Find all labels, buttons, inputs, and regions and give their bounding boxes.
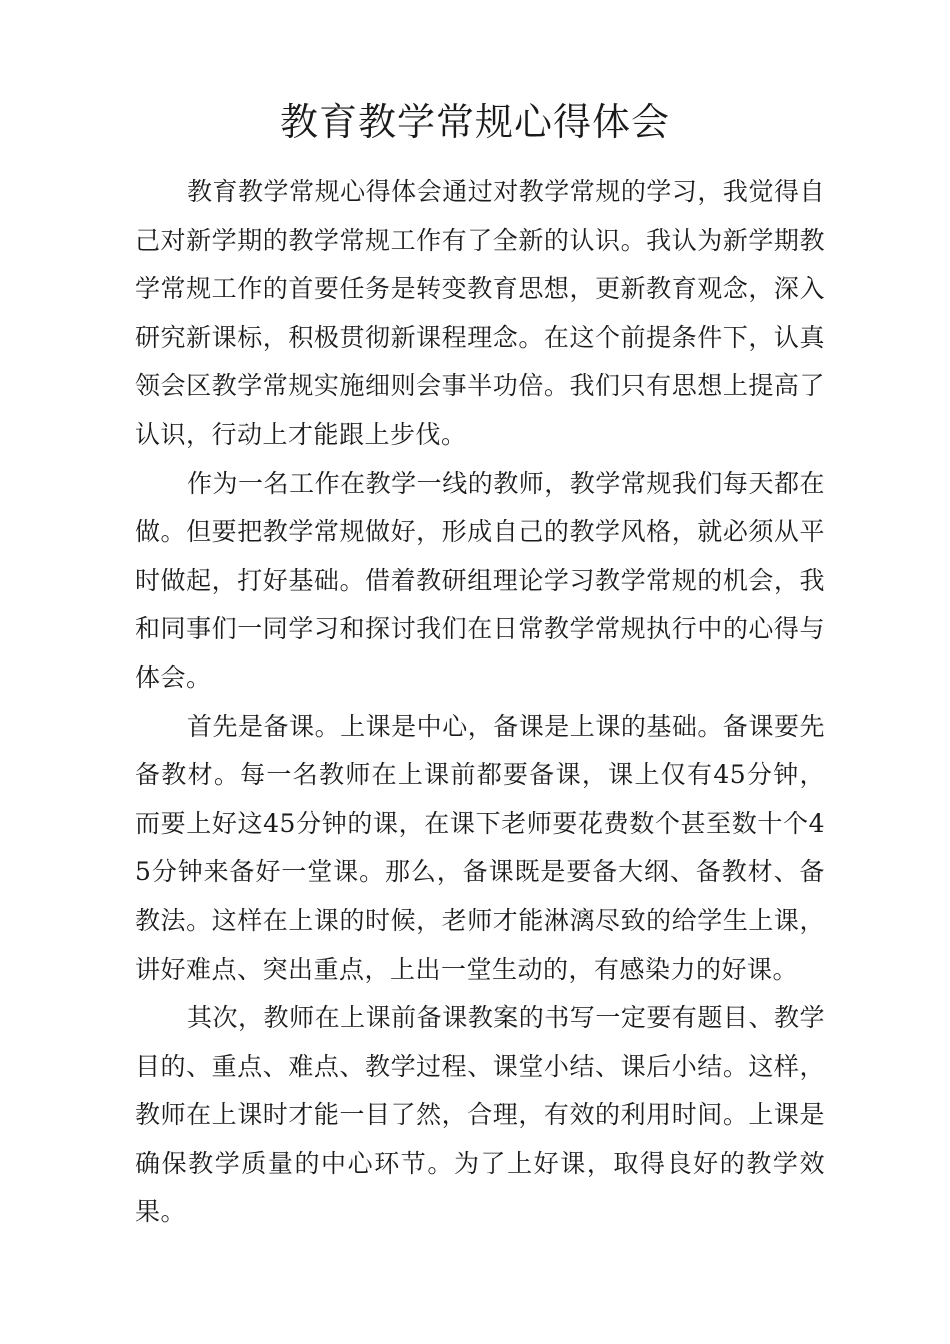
paragraph-2: 作为一名工作在教学一线的教师，教学常规我们每天都在做。但要把教学常规做好，形成自己的教学风格，就必须从平时做起，打好基础。借着教研组理论学习教学常规的机会，我和同事们一同学习和探讨我们在日常教学常规执行中的心得与体会。 [135,468,825,692]
document-body [135,168,825,1237]
paragraph-4: 其次，教师在上课前备课教案的书写一定要有题目、教学目的、重点、难点、教学过程、课堂小结、课后小结。这样，教师在上课时才能一目了然，合理，有效的利用时间。上课是确保教学质量的中心环节。为了上好课，取得良好的教学效果。 [135,1003,825,1227]
paragraph-3: 首先是备课。上课是中心，备课是上课的基础。备课要先备教材。每一名教师在上课前都要备课，课上仅有45分钟，而要上好这45分钟的课，在课下老师要花费数个甚至数十个45分钟来备好一堂课。那么，备课既是要备大纲、备教材、备教法。这样在上课的时候，老师才能淋漓尽致的给学生上课，讲好难点、突出重点，上出一堂生动的，有感染力的好课。 [135,711,825,984]
document-title: 教育教学常规心得体会 [279,100,670,144]
paragraph-1: 教育教学常规心得体会通过对教学常规的学习，我觉得自己对新学期的教学常规工作有了全新的认识。我认为新学期教学常规工作的首要任务是转变教育思想，更新教育观念，深入研究新课标，积极贯彻新课程理念。在这个前提条件下，认真领会区教学常规实施细则会事半功倍。我们只有思想上提高了认识，行动上才能跟上步伐。 [135,177,825,449]
